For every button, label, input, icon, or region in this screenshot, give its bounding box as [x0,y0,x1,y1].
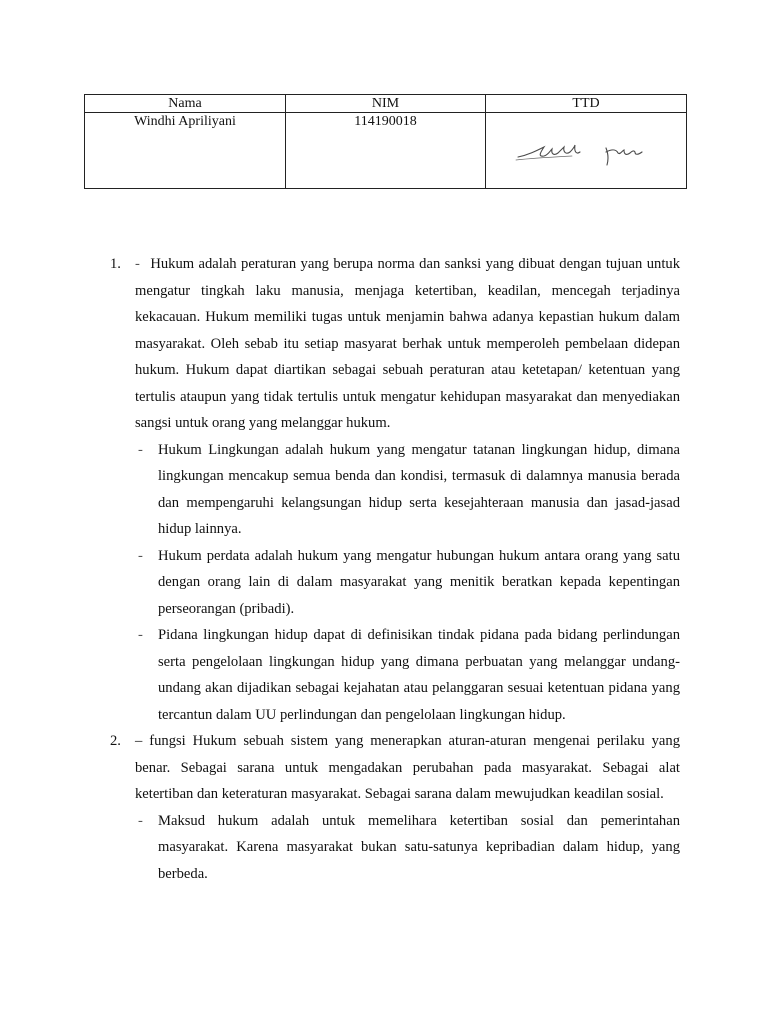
identity-table [84,94,687,189]
lead-dash: – [135,733,143,749]
cell-nama: Windhi Apriliyani [85,113,286,189]
sub-item-text: Hukum perdata adalah hukum yang mengatur hubungan hukum antara orang yang satu dengan orang lain di dalam masyarakat yang menitik beratkan kepada kepentingan perseorangan (pribadi). [158,547,680,617]
list-item [110,251,680,728]
sub-bullet: - [138,441,143,458]
lead-dash: - [135,256,140,272]
sub-item [135,437,680,543]
header-ttd: TTD [486,95,687,113]
sub-item [135,543,680,623]
sub-item-text: Pidana lingkungan hidup dapat di definisikan tindak pidana pada bidang perlindungan serta pengelolaan lingkungan hidup yang dimana perbuatan yang melanggar undang-undang akan dijadikan sebagai kejahatan atau pelanggaran sesuai ketentuan pidana yang tercantun dalam UU perlindungan dan pengelolaan lingkungan hidup. [158,627,680,723]
table-row [85,113,687,189]
sub-bullet: - [138,812,143,829]
header-nim: NIM [286,95,486,113]
sub-bullet: - [138,627,143,643]
sub-item-text: Maksud hukum adalah untuk memelihara ketertiban sosial dan pemerintahan masyarakat. Karena masyarakat bukan satu-satunya kepribadian dalam hidup, yang berbeda. [158,812,680,882]
sub-item [135,808,680,888]
cell-ttd [486,113,687,189]
item-paragraph [135,251,680,437]
item-number: 2. [110,733,121,749]
header-nama: Nama [85,95,286,113]
sub-item-text: Hukum Lingkungan adalah hukum yang mengatur tatanan lingkungan hidup, dimana lingkungan mencakup semua benda dan kondisi, termasuk di dalamnya manusia berada dan mempengaruhi kelangsungan hidup serta kesejahteraan manusia dan jasad-jasad hidup lainnya. [158,441,680,537]
handwritten-signature-icon [514,135,649,170]
item-text: fungsi Hukum sebuah sistem yang menerapkan aturan-aturan mengenai perilaku yang benar. Sebagai sarana untuk mengadakan perubahan pada masyarakat. Sebagai alat ketertiban dan keteraturan masyarakat. Sebagai sarana dalam mewujudkan keadilan sosial. [135,733,681,802]
list-item [110,728,680,887]
sub-bullet: - [138,547,143,564]
item-text: Hukum adalah peraturan yang berupa norma dan sanksi yang dibuat dengan tujuan untuk mengatur tingkah laku manusia, menjaga ketertiban, keadilan, mencegah terjadinya kekacauan. Hukum memiliki tugas untuk menjamin bahwa adanya kepastian hukum dalam masyarakat. Oleh sebab itu setiap masyarat berhak untuk memperoleh pembelaan didepan hukum. Hukum dapat diartikan sebagai sebuah peraturan atau ketetapan/ ketentuan yang tertulis ataupun yang tidak tertulis untuk mengatur kehidupan masyarakat dan menyediakan sangsi untuk orang yang melanggar hukum. [135,256,681,431]
answer-list [110,251,680,887]
item-number: 1. [110,256,121,272]
table-header-row [85,95,687,113]
cell-nim: 114190018 [286,113,486,189]
item-paragraph [135,728,680,808]
sub-item [135,622,680,728]
